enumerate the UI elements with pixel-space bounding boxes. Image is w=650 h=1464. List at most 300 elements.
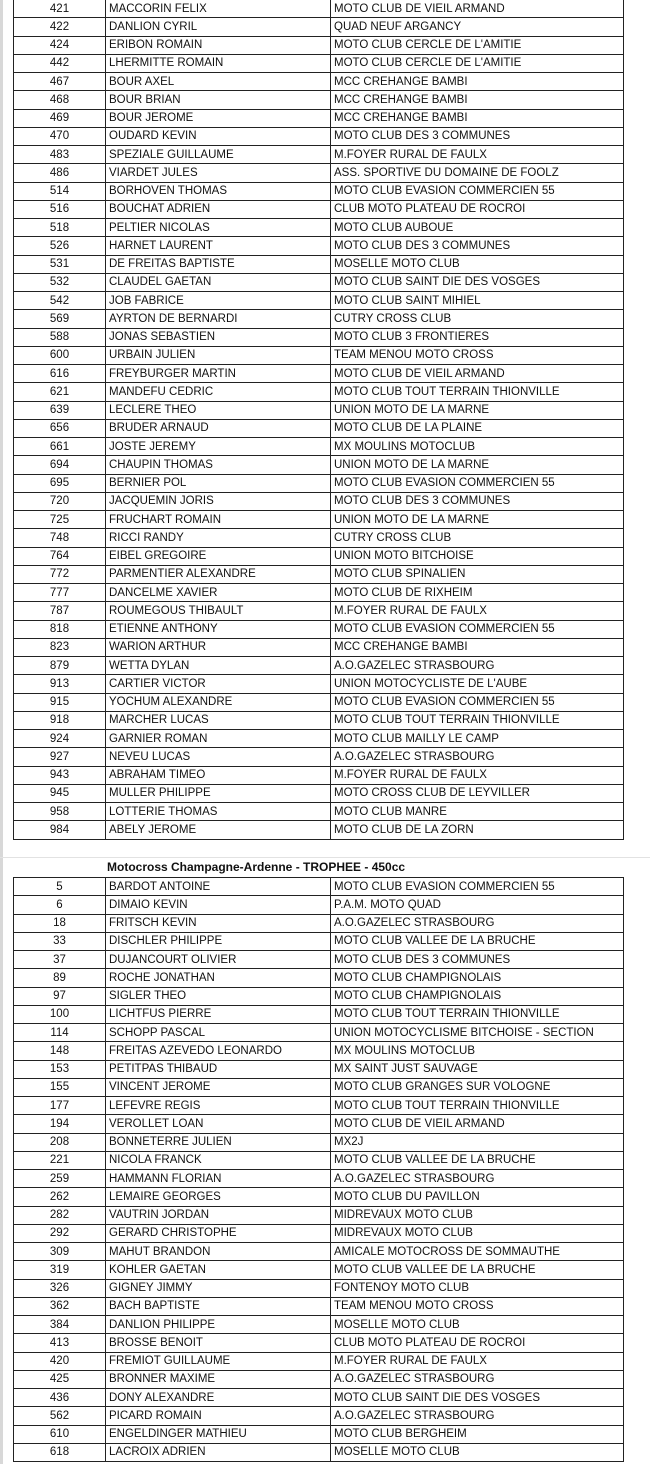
table-row (14, 620, 624, 638)
club-name: MOSELLE MOTO CLUB (331, 255, 624, 273)
rider-name: BOUR BRIAN (106, 91, 331, 109)
rider-name: FREMIOT GUILLAUME (106, 1352, 331, 1370)
rider-name: MACCORIN FELIX (106, 0, 331, 18)
rider-name: ETIENNE ANTHONY (106, 620, 331, 638)
rider-number: 656 (14, 419, 106, 437)
rider-name: DANLION CYRIL (106, 18, 331, 36)
rider-number: 514 (14, 182, 106, 200)
rider-number: 616 (14, 365, 106, 383)
club-name: M.FOYER RURAL DE FAULX (331, 766, 624, 784)
club-name: CUTRY CROSS CLUB (331, 310, 624, 328)
club-name: UNION MOTOCYCLISTE DE L'AUBE (331, 675, 624, 693)
rider-name: JOSTE JEREMY (106, 438, 331, 456)
rider-name: VINCENT JEROME (106, 1078, 331, 1096)
table-row (14, 565, 624, 583)
rider-name: WETTA DYLAN (106, 657, 331, 675)
club-name: MOTO CLUB DES 3 COMMUNES (331, 237, 624, 255)
rider-number: 221 (14, 1151, 106, 1169)
club-name: P.A.M. MOTO QUAD (331, 896, 624, 914)
table-row (14, 1151, 624, 1169)
club-name: MOTO CLUB DU PAVILLON (331, 1188, 624, 1206)
table-row (14, 1389, 624, 1407)
rider-number: 422 (14, 18, 106, 36)
rider-number: 470 (14, 127, 106, 145)
club-name: MOTO CLUB SAINT DIE DES VOSGES (331, 273, 624, 291)
table-row (14, 1243, 624, 1261)
rider-number: 787 (14, 602, 106, 620)
table-row (14, 310, 624, 328)
club-name: TEAM MENOU MOTO CROSS (331, 1297, 624, 1315)
rider-number: 958 (14, 803, 106, 821)
rider-number: 818 (14, 620, 106, 638)
rider-name: JONAS SEBASTIEN (106, 328, 331, 346)
entries-table-1-body (14, 0, 624, 839)
rider-name: DONY ALEXANDRE (106, 1389, 331, 1407)
rider-name: CHAUPIN THOMAS (106, 456, 331, 474)
rider-number: 468 (14, 91, 106, 109)
club-name: MOTO CLUB EVASION COMMERCIEN 55 (331, 878, 624, 896)
club-name: MOTO CLUB DES 3 COMMUNES (331, 127, 624, 145)
table-row (14, 547, 624, 565)
table-row (14, 1170, 624, 1188)
entries-table-2 (13, 877, 624, 1462)
rider-name: AYRTON DE BERNARDI (106, 310, 331, 328)
rider-number: 413 (14, 1334, 106, 1352)
table-row (14, 584, 624, 602)
club-name: MOTO CLUB GRANGES SUR VOLOGNE (331, 1078, 624, 1096)
rider-name: FRITSCH KEVIN (106, 914, 331, 932)
club-name: MOTO CLUB DE RIXHEIM (331, 584, 624, 602)
rider-name: SCHOPP PASCAL (106, 1024, 331, 1042)
club-name: MIDREVAUX MOTO CLUB (331, 1206, 624, 1224)
table-row (14, 1443, 624, 1461)
club-name: FONTENOY MOTO CLUB (331, 1279, 624, 1297)
club-name: MOTO CLUB CERCLE DE L'AMITIE (331, 54, 624, 72)
rider-name: LOTTERIE THOMAS (106, 803, 331, 821)
table-row (14, 1407, 624, 1425)
rider-name: GIGNEY JIMMY (106, 1279, 331, 1297)
rider-name: FREITAS AZEVEDO LEONARDO (106, 1042, 331, 1060)
rider-number: 720 (14, 492, 106, 510)
rider-name: LICHTFUS PIERRE (106, 1005, 331, 1023)
section-separator (0, 857, 650, 858)
rider-name: FREYBURGER MARTIN (106, 365, 331, 383)
rider-name: JOB FABRICE (106, 292, 331, 310)
table-row (14, 1188, 624, 1206)
table-row (14, 766, 624, 784)
club-name: MOTO CLUB DES 3 COMMUNES (331, 951, 624, 969)
club-name: CLUB MOTO PLATEAU DE ROCROI (331, 1334, 624, 1352)
rider-number: 618 (14, 1443, 106, 1461)
rider-name: URBAIN JULIEN (106, 346, 331, 364)
rider-number: 542 (14, 292, 106, 310)
table-row (14, 273, 624, 291)
club-name: AMICALE MOTOCROSS DE SOMMAUTHE (331, 1243, 624, 1261)
rider-name: GARNIER ROMAN (106, 730, 331, 748)
rider-name: BRONNER MAXIME (106, 1370, 331, 1388)
table-row (14, 914, 624, 932)
club-name: MX2J (331, 1133, 624, 1151)
rider-number: 748 (14, 529, 106, 547)
rider-name: BOUR AXEL (106, 73, 331, 91)
table-row (14, 419, 624, 437)
table-row (14, 0, 624, 18)
club-name: MCC CREHANGE BAMBI (331, 91, 624, 109)
rider-name: CARTIER VICTOR (106, 675, 331, 693)
rider-number: 436 (14, 1389, 106, 1407)
club-name: MCC CREHANGE BAMBI (331, 73, 624, 91)
rider-number: 89 (14, 969, 106, 987)
rider-name: VIARDET JULES (106, 164, 331, 182)
rider-number: 516 (14, 200, 106, 218)
table-row (14, 987, 624, 1005)
rider-number: 639 (14, 401, 106, 419)
rider-name: PARMENTIER ALEXANDRE (106, 565, 331, 583)
table-row (14, 456, 624, 474)
rider-number: 772 (14, 565, 106, 583)
rider-number: 292 (14, 1224, 106, 1242)
club-name: MOTO CLUB EVASION COMMERCIEN 55 (331, 620, 624, 638)
rider-number: 562 (14, 1407, 106, 1425)
table-row (14, 109, 624, 127)
rider-number: 384 (14, 1316, 106, 1334)
club-name: MOTO CLUB EVASION COMMERCIEN 55 (331, 693, 624, 711)
table-row (14, 602, 624, 620)
table-row (14, 1005, 624, 1023)
rider-number: 661 (14, 438, 106, 456)
rider-name: LEMAIRE GEORGES (106, 1188, 331, 1206)
club-name: MOTO CLUB EVASION COMMERCIEN 55 (331, 182, 624, 200)
rider-name: PETITPAS THIBAUD (106, 1060, 331, 1078)
rider-name: SIGLER THEO (106, 987, 331, 1005)
rider-name: HAMMANN FLORIAN (106, 1170, 331, 1188)
entries-table-1 (13, 0, 624, 840)
rider-number: 945 (14, 784, 106, 802)
club-name: MOTO CLUB 3 FRONTIERES (331, 328, 624, 346)
club-name: MX MOULINS MOTOCLUB (331, 1042, 624, 1060)
table-row (14, 638, 624, 656)
club-name: A.O.GAZELEC STRASBOURG (331, 1170, 624, 1188)
table-row (14, 1078, 624, 1096)
rider-name: JACQUEMIN JORIS (106, 492, 331, 510)
rider-name: BONNETERRE JULIEN (106, 1133, 331, 1151)
rider-number: 695 (14, 474, 106, 492)
club-name: MOTO CLUB DE VIEIL ARMAND (331, 365, 624, 383)
table-row (14, 73, 624, 91)
rider-number: 319 (14, 1261, 106, 1279)
club-name: CLUB MOTO PLATEAU DE ROCROI (331, 200, 624, 218)
table-row (14, 1060, 624, 1078)
rider-number: 6 (14, 896, 106, 914)
table-row (14, 711, 624, 729)
rider-number: 610 (14, 1425, 106, 1443)
rider-number: 421 (14, 0, 106, 18)
table-row (14, 529, 624, 547)
table-row (14, 200, 624, 218)
rider-name: ERIBON ROMAIN (106, 36, 331, 54)
club-name: MOTO CLUB VALLEE DE LA BRUCHE (331, 932, 624, 950)
club-name: MOTO CLUB BERGHEIM (331, 1425, 624, 1443)
rider-number: 420 (14, 1352, 106, 1370)
table-row (14, 675, 624, 693)
rider-number: 153 (14, 1060, 106, 1078)
club-name: UNION MOTO DE LA MARNE (331, 456, 624, 474)
rider-name: ABRAHAM TIMEO (106, 766, 331, 784)
rider-name: BACH BAPTISTE (106, 1297, 331, 1315)
rider-name: DANCELME XAVIER (106, 584, 331, 602)
table-row (14, 1279, 624, 1297)
table-row (14, 91, 624, 109)
table-row (14, 219, 624, 237)
rider-number: 442 (14, 54, 106, 72)
rider-name: KOHLER GAETAN (106, 1261, 331, 1279)
rider-number: 309 (14, 1243, 106, 1261)
table-row (14, 346, 624, 364)
table-row (14, 1316, 624, 1334)
club-name: MOTO CLUB MAILLY LE CAMP (331, 730, 624, 748)
table-row (14, 932, 624, 950)
rider-number: 148 (14, 1042, 106, 1060)
rider-name: DUJANCOURT OLIVIER (106, 951, 331, 969)
club-name: MOTO CLUB SAINT MIHIEL (331, 292, 624, 310)
rider-name: VAUTRIN JORDAN (106, 1206, 331, 1224)
table-row (14, 821, 624, 839)
rider-number: 425 (14, 1370, 106, 1388)
rider-name: OUDARD KEVIN (106, 127, 331, 145)
rider-name: LEFEVRE REGIS (106, 1097, 331, 1115)
table-row (14, 803, 624, 821)
club-name: MX SAINT JUST SAUVAGE (331, 1060, 624, 1078)
table-row (14, 1334, 624, 1352)
rider-number: 469 (14, 109, 106, 127)
table-row (14, 36, 624, 54)
rider-name: BRUDER ARNAUD (106, 419, 331, 437)
club-name: TEAM MENOU MOTO CROSS (331, 346, 624, 364)
club-name: MOSELLE MOTO CLUB (331, 1443, 624, 1461)
rider-name: BROSSE BENOIT (106, 1334, 331, 1352)
table-row (14, 292, 624, 310)
rider-number: 600 (14, 346, 106, 364)
rider-number: 33 (14, 932, 106, 950)
rider-number: 764 (14, 547, 106, 565)
table-row (14, 1224, 624, 1242)
club-name: M.FOYER RURAL DE FAULX (331, 602, 624, 620)
rider-name: BOUCHAT ADRIEN (106, 200, 331, 218)
rider-name: LECLERE THEO (106, 401, 331, 419)
rider-name: SPEZIALE GUILLAUME (106, 146, 331, 164)
rider-name: ROUMEGOUS THIBAULT (106, 602, 331, 620)
rider-number: 943 (14, 766, 106, 784)
rider-name: PICARD ROMAIN (106, 1407, 331, 1425)
club-name: MOTO CLUB DE VIEIL ARMAND (331, 0, 624, 18)
rider-number: 114 (14, 1024, 106, 1042)
rider-name: EIBEL GREGOIRE (106, 547, 331, 565)
rider-number: 424 (14, 36, 106, 54)
table-row (14, 1024, 624, 1042)
table-row (14, 401, 624, 419)
club-name: M.FOYER RURAL DE FAULX (331, 146, 624, 164)
table-row (14, 164, 624, 182)
table-row (14, 365, 624, 383)
rider-number: 588 (14, 328, 106, 346)
rider-name: RICCI RANDY (106, 529, 331, 547)
table-row (14, 1097, 624, 1115)
rider-number: 100 (14, 1005, 106, 1023)
rider-name: MULLER PHILIPPE (106, 784, 331, 802)
rider-number: 362 (14, 1297, 106, 1315)
table-row (14, 1370, 624, 1388)
rider-number: 467 (14, 73, 106, 91)
rider-number: 18 (14, 914, 106, 932)
table-row (14, 1206, 624, 1224)
club-name: CUTRY CROSS CLUB (331, 529, 624, 547)
club-name: MOTO CLUB DES 3 COMMUNES (331, 492, 624, 510)
club-name: MCC CREHANGE BAMBI (331, 109, 624, 127)
rider-name: BOUR JEROME (106, 109, 331, 127)
section-title: Motocross Champagne-Ardenne - TROPHEE - 450cc (107, 860, 406, 874)
sheet-left-edge (0, 0, 3, 1464)
table-row (14, 1133, 624, 1151)
table-row (14, 1425, 624, 1443)
club-name: MOTO CLUB DE VIEIL ARMAND (331, 1115, 624, 1133)
club-name: MX MOULINS MOTOCLUB (331, 438, 624, 456)
table-row (14, 127, 624, 145)
rider-number: 518 (14, 219, 106, 237)
rider-name: ENGELDINGER MATHIEU (106, 1425, 331, 1443)
club-name: MOTO CLUB CHAMPIGNOLAIS (331, 969, 624, 987)
rider-name: MAHUT BRANDON (106, 1243, 331, 1261)
club-name: UNION MOTO BITCHOISE (331, 547, 624, 565)
table-row (14, 1261, 624, 1279)
rider-number: 924 (14, 730, 106, 748)
club-name: A.O.GAZELEC STRASBOURG (331, 1407, 624, 1425)
rider-name: VEROLLET LOAN (106, 1115, 331, 1133)
rider-name: CLAUDEL GAETAN (106, 273, 331, 291)
club-name: MOTO CLUB AUBOUE (331, 219, 624, 237)
club-name: ASS. SPORTIVE DU DOMAINE DE FOOLZ (331, 164, 624, 182)
rider-number: 725 (14, 511, 106, 529)
rider-number: 5 (14, 878, 106, 896)
rider-number: 282 (14, 1206, 106, 1224)
club-name: MOTO CLUB TOUT TERRAIN THIONVILLE (331, 383, 624, 401)
club-name: MOTO CLUB SPINALIEN (331, 565, 624, 583)
rider-number: 927 (14, 748, 106, 766)
rider-name: MANDEFU CEDRIC (106, 383, 331, 401)
club-name: UNION MOTO DE LA MARNE (331, 401, 624, 419)
rider-name: NEVEU LUCAS (106, 748, 331, 766)
table-row (14, 54, 624, 72)
rider-name: GERARD CHRISTOPHE (106, 1224, 331, 1242)
table-row (14, 730, 624, 748)
table-row (14, 1042, 624, 1060)
rider-name: DIMAIO KEVIN (106, 896, 331, 914)
rider-name: NICOLA FRANCK (106, 1151, 331, 1169)
table-row (14, 657, 624, 675)
rider-number: 823 (14, 638, 106, 656)
rider-name: PELTIER NICOLAS (106, 219, 331, 237)
rider-name: HARNET LAURENT (106, 237, 331, 255)
table-row (14, 784, 624, 802)
rider-number: 262 (14, 1188, 106, 1206)
rider-name: DE FREITAS BAPTISTE (106, 255, 331, 273)
club-name: MOTO CLUB DE LA ZORN (331, 821, 624, 839)
table-row (14, 182, 624, 200)
rider-name: YOCHUM ALEXANDRE (106, 693, 331, 711)
club-name: MOTO CLUB TOUT TERRAIN THIONVILLE (331, 1005, 624, 1023)
club-name: MOTO CLUB VALLEE DE LA BRUCHE (331, 1261, 624, 1279)
rider-number: 918 (14, 711, 106, 729)
table-row (14, 1352, 624, 1370)
club-name: UNION MOTOCYCLISME BITCHOISE - SECTION (331, 1024, 624, 1042)
rider-name: BERNIER POL (106, 474, 331, 492)
club-name: MOTO CROSS CLUB DE LEYVILLER (331, 784, 624, 802)
rider-name: ROCHE JONATHAN (106, 969, 331, 987)
rider-name: LHERMITTE ROMAIN (106, 54, 331, 72)
rider-number: 483 (14, 146, 106, 164)
rider-name: WARION ARTHUR (106, 638, 331, 656)
rider-number: 984 (14, 821, 106, 839)
club-name: M.FOYER RURAL DE FAULX (331, 1352, 624, 1370)
table-row (14, 1297, 624, 1315)
rider-number: 915 (14, 693, 106, 711)
table-row (14, 748, 624, 766)
rider-number: 177 (14, 1097, 106, 1115)
club-name: MOTO CLUB EVASION COMMERCIEN 55 (331, 474, 624, 492)
table-row (14, 474, 624, 492)
rider-number: 621 (14, 383, 106, 401)
rider-number: 569 (14, 310, 106, 328)
rider-number: 155 (14, 1078, 106, 1096)
club-name: MOTO CLUB DE LA PLAINE (331, 419, 624, 437)
rider-number: 326 (14, 1279, 106, 1297)
rider-number: 486 (14, 164, 106, 182)
table-row (14, 511, 624, 529)
rider-number: 259 (14, 1170, 106, 1188)
table-row (14, 878, 624, 896)
table-row (14, 693, 624, 711)
table-row (14, 18, 624, 36)
rider-number: 531 (14, 255, 106, 273)
rider-name: FRUCHART ROMAIN (106, 511, 331, 529)
rider-number: 879 (14, 657, 106, 675)
rider-number: 913 (14, 675, 106, 693)
rider-number: 694 (14, 456, 106, 474)
rider-name: BARDOT ANTOINE (106, 878, 331, 896)
club-name: MOSELLE MOTO CLUB (331, 1316, 624, 1334)
club-name: MOTO CLUB SAINT DIE DES VOSGES (331, 1389, 624, 1407)
rider-number: 208 (14, 1133, 106, 1151)
rider-number: 777 (14, 584, 106, 602)
club-name: MCC CREHANGE BAMBI (331, 638, 624, 656)
rider-name: MARCHER LUCAS (106, 711, 331, 729)
table-row (14, 951, 624, 969)
club-name: A.O.GAZELEC STRASBOURG (331, 914, 624, 932)
rider-number: 526 (14, 237, 106, 255)
rider-name: BORHOVEN THOMAS (106, 182, 331, 200)
club-name: MOTO CLUB TOUT TERRAIN THIONVILLE (331, 711, 624, 729)
table-row (14, 383, 624, 401)
club-name: MOTO CLUB TOUT TERRAIN THIONVILLE (331, 1097, 624, 1115)
club-name: MOTO CLUB CERCLE DE L'AMITIE (331, 36, 624, 54)
club-name: A.O.GAZELEC STRASBOURG (331, 748, 624, 766)
table-row (14, 146, 624, 164)
table-row (14, 438, 624, 456)
rider-name: DISCHLER PHILIPPE (106, 932, 331, 950)
rider-number: 194 (14, 1115, 106, 1133)
club-name: MIDREVAUX MOTO CLUB (331, 1224, 624, 1242)
table-row (14, 896, 624, 914)
club-name: QUAD NEUF ARGANCY (331, 18, 624, 36)
